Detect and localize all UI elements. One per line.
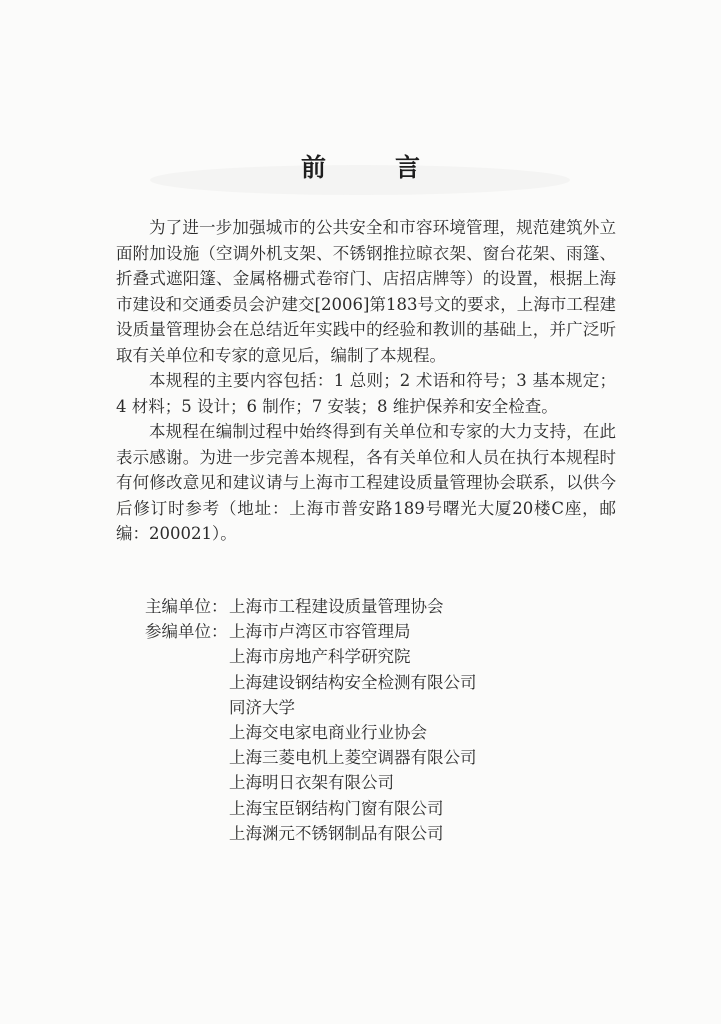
preface-body bbox=[116, 215, 616, 547]
chief-unit-row bbox=[145, 594, 477, 619]
page-title: 前 言 bbox=[300, 153, 442, 182]
chief-unit-value: 上海市工程建设质量管理协会 bbox=[229, 597, 444, 616]
paragraph-purpose: 为了进一步加强城市的公共安全和市容环境管理，规范建筑外立面附加设施（空调外机支架、不锈钢推拉晾衣架、窗台花架、雨篷、折叠式遮阳篷、金属格栅式卷帘门、店招店牌等）的设置，根据上海市建设和交通委员会沪建交[2006]第183号文的要求，上海市工程建设质量管理协会在总结近年实践中的经验和教训的基础上，并广泛听取有关单位和专家的意见后，编制了本规程。 bbox=[116, 218, 616, 365]
participating-unit: 同济大学 bbox=[229, 697, 295, 717]
compiling-units bbox=[145, 594, 477, 846]
participating-unit: 上海明日衣架有限公司 bbox=[229, 773, 394, 793]
participating-unit-label: 参编单位： bbox=[145, 622, 228, 642]
paragraph-acknowledgement: 本规程在编制过程中始终得到有关单位和专家的大力支持，在此表示感谢。为进一步完善本规程，各有关单位和人员在执行本规程时有何修改意见和建议请与上海市工程建设质量管理协会联系，以供今后修订时参考（地址：上海市普安路189号曙光大厦20楼C座，邮编：200021）。 bbox=[116, 422, 616, 543]
participating-unit-row bbox=[145, 619, 477, 644]
participating-unit: 上海渊元不锈钢制品有限公司 bbox=[229, 823, 444, 843]
participating-unit: 上海市卢湾区市容管理局 bbox=[229, 622, 411, 642]
participating-unit: 上海交电家电商业行业协会 bbox=[229, 723, 427, 743]
participating-unit: 上海宝臣钢结构门窗有限公司 bbox=[229, 798, 444, 818]
participating-unit: 上海建设钢结构安全检测有限公司 bbox=[229, 672, 477, 692]
paragraph-contents: 本规程的主要内容包括：1 总则；2 术语和符号；3 基本规定；4 材料；5 设计；6 制作；7 安装；8 维护保养和安全检查。 bbox=[116, 371, 616, 416]
participating-unit: 上海市房地产科学研究院 bbox=[229, 647, 411, 667]
participating-unit: 上海三菱电机上菱空调器有限公司 bbox=[229, 748, 477, 768]
chief-unit-label: 主编单位： bbox=[145, 597, 228, 616]
